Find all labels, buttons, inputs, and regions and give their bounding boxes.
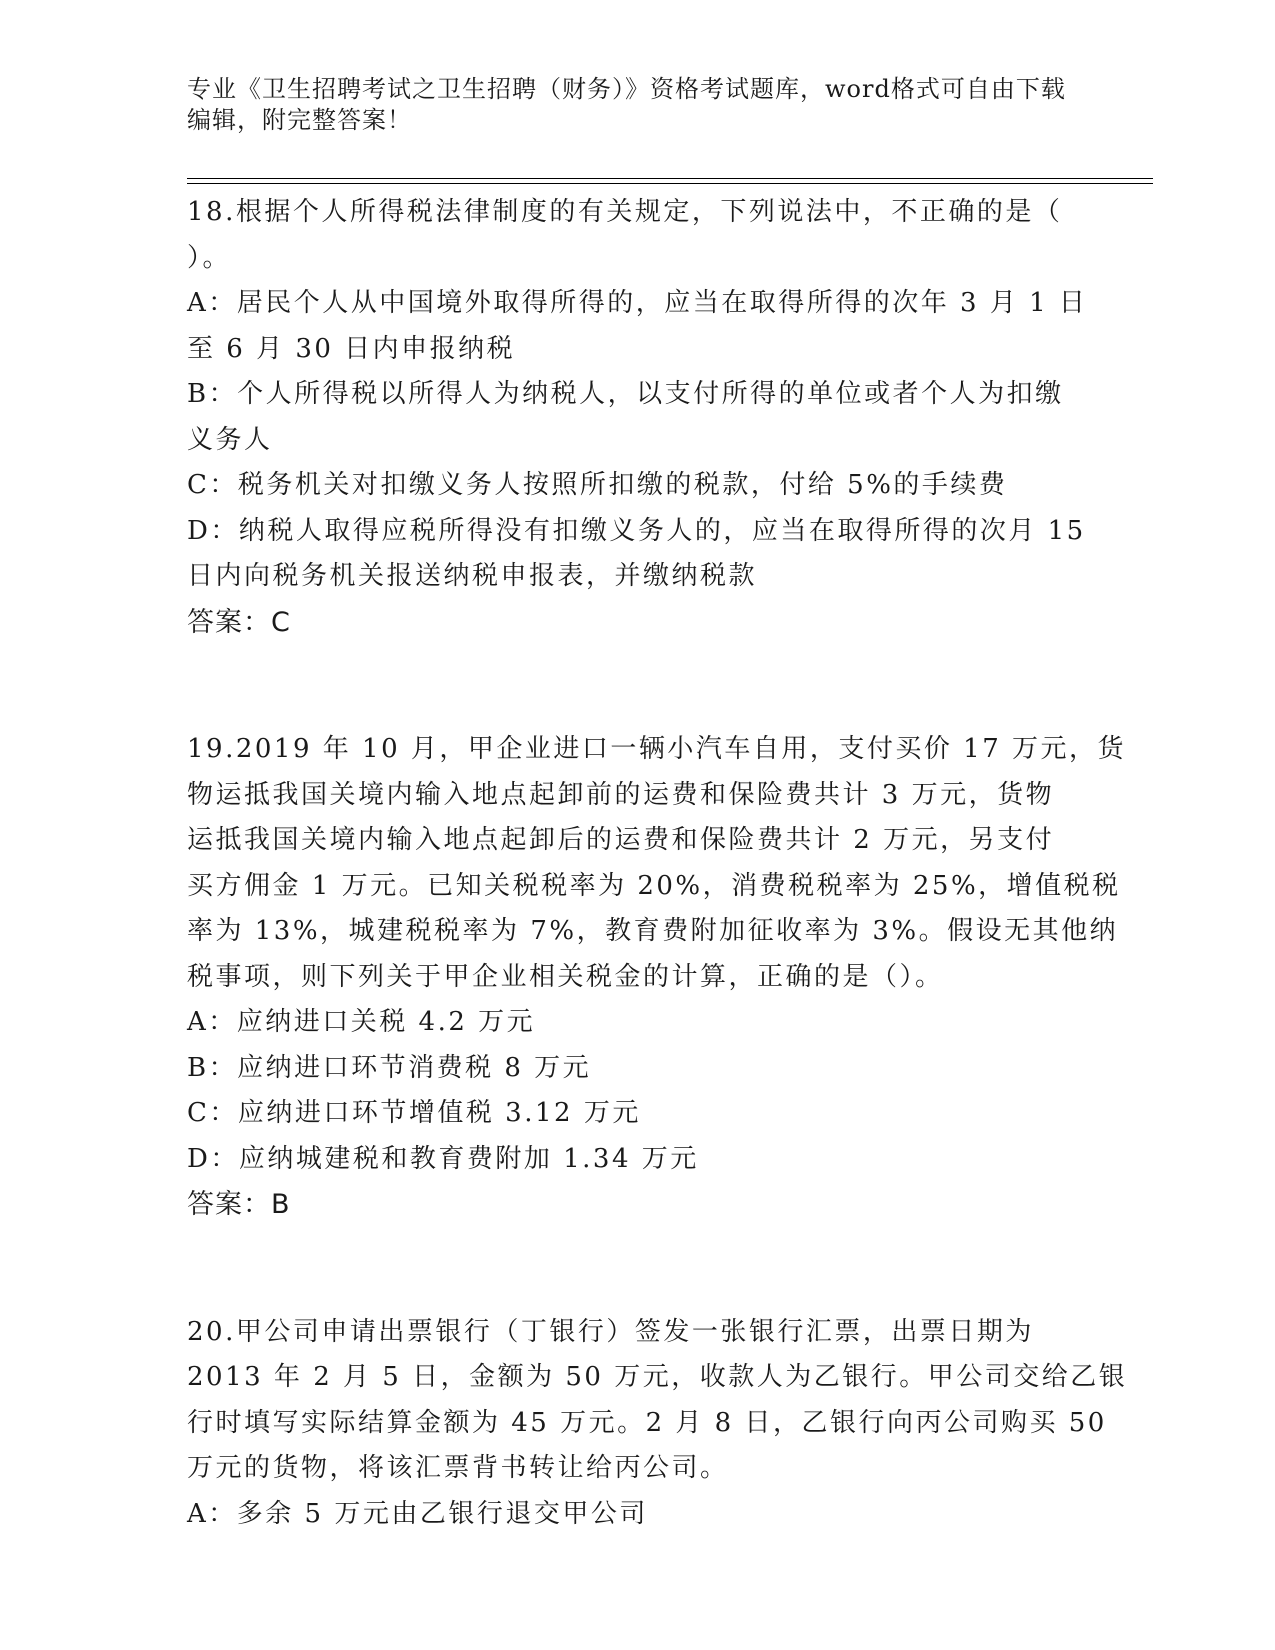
question-stem-line: 物运抵我国关境内输入地点起卸前的运费和保险费共计 3 万元，货物 (187, 779, 1055, 810)
option-a (187, 281, 1087, 372)
header-line-1: 专业《卫生招聘考试之卫生招聘（财务）》资格考试题库，word格式可自由下载 (187, 75, 1066, 103)
option-line: 义务人 (187, 424, 273, 455)
option-d (187, 509, 1087, 600)
option-a: A：应纳进口关税 4.2 万元 (187, 1007, 536, 1037)
question-stem-line: 率为 13%，城建税税率为 7%，教育费附加征收率为 3%。假设无其他纳 (187, 916, 1119, 946)
question-stem-line: 19.2019 年 10 月，甲企业进口一辆小汽车自用，支付买价 17 万元，货 (187, 734, 1127, 764)
header-divider-bottom (187, 183, 1153, 184)
header-line-2: 编辑，附完整答案！ (187, 106, 412, 134)
question-stem-line: 运抵我国关境内输入地点起卸后的运费和保险费共计 2 万元，另支付 (187, 825, 1055, 855)
question-stem-line: ）。 (187, 242, 232, 273)
question-stem-line: 行时填写实际结算金额为 45 万元。2 月 8 日，乙银行向丙公司购买 50 (187, 1407, 1107, 1438)
option-line: 日内向税务机关报送纳税申报表，并缴纳税款 (187, 561, 758, 591)
question-stem-line: 税事项，则下列关于甲企业相关税金的计算，正确的是（）。 (187, 961, 944, 992)
option-d: D：应纳城建税和教育费附加 1.34 万元 (187, 1143, 699, 1174)
question-spacer (187, 645, 1087, 727)
question-stem-line: 18.根据个人所得税法律制度的有关规定，下列说法中，不正确的是（ (187, 197, 1063, 227)
header-divider-top (187, 178, 1153, 179)
question-stem-line: 买方佣金 1 万元。已知关税税率为 20%，消费税税率为 25%，增值税税 (187, 870, 1121, 901)
answer-label: 答案：C (187, 606, 291, 638)
option-line: D：纳税人取得应税所得没有扣缴义务人的，应当在取得所得的次月 15 (187, 515, 1086, 546)
question-19 (187, 727, 1127, 1228)
question-stem-line: 2013 年 2 月 5 日，金额为 50 万元，收款人为乙银行。甲公司交给乙银 (187, 1362, 1128, 1392)
question-stem-line: 万元的货物，将该汇票背书转让给丙公司。 (187, 1453, 729, 1483)
option-line: A：居民个人从中国境外取得所得的，应当在取得所得的次年 3 月 1 日 (187, 288, 1088, 318)
question-stem-line: 20.甲公司申请出票银行（丁银行）签发一张银行汇票，出票日期为 (187, 1316, 1034, 1347)
option-a: A：多余 5 万元由乙银行退交甲公司 (187, 1498, 648, 1529)
option-line: C：税务机关对扣缴义务人按照所扣缴的税款，付给 5%的手续费 (187, 470, 1008, 500)
option-c (187, 463, 1087, 509)
question-list (187, 190, 1128, 1537)
option-c: C：应纳进口环节增值税 3.12 万元 (187, 1098, 641, 1128)
option-b: B：应纳进口环节消费税 8 万元 (187, 1052, 592, 1083)
question-18 (187, 190, 1087, 645)
document-header (187, 74, 1087, 136)
question-spacer (187, 1228, 1087, 1310)
option-line: B：个人所得税以所得人为纳税人，以支付所得的单位或者个人为扣缴 (187, 379, 1064, 409)
option-line: 至 6 月 30 日内申报纳税 (187, 333, 516, 364)
option-b (187, 372, 1087, 463)
question-20 (187, 1310, 1128, 1538)
answer-label: 答案：B (187, 1189, 291, 1220)
